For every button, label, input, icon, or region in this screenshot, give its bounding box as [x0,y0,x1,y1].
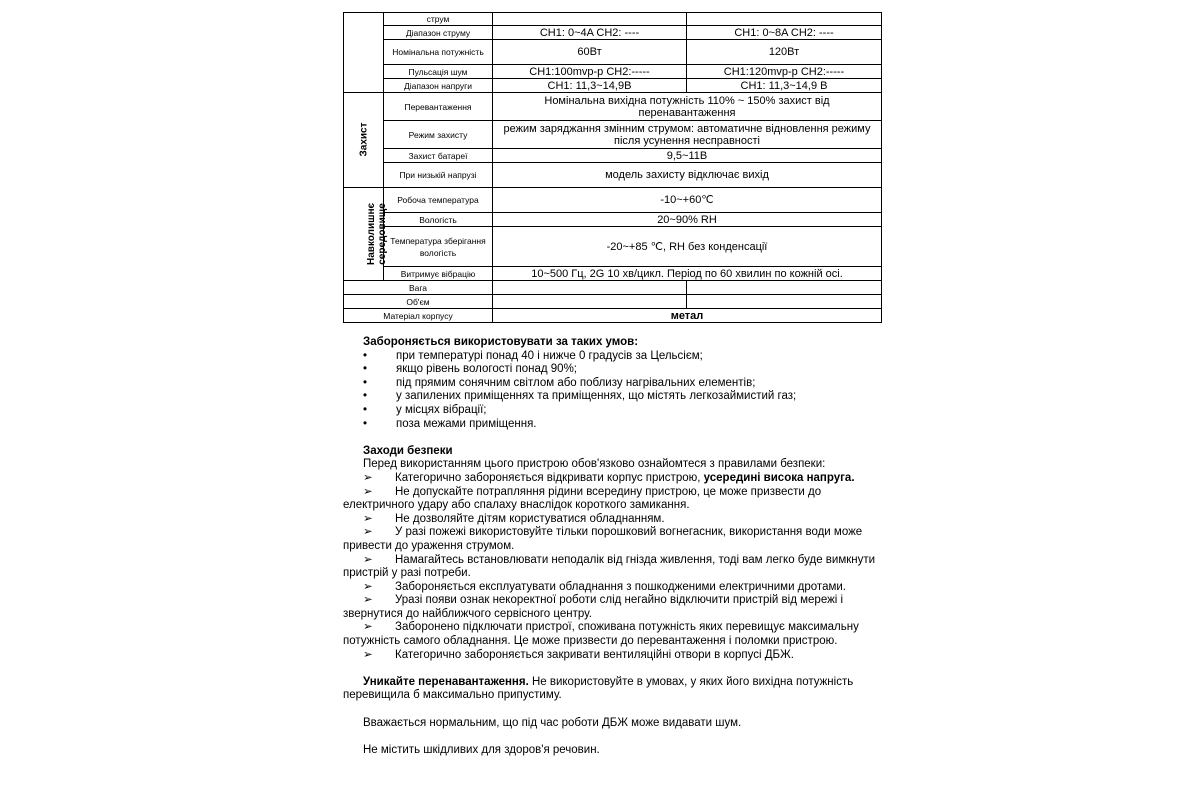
table-row [344,309,882,323]
list-item: ➢ Намагайтесь встановлювати неподалік від гнізда живлення, тоді вам легко буде вимкнути пристрій у разі потреби. [343,553,876,580]
arrow-bullet-icon: ➢ [363,594,373,607]
spec-value: -20~+85 ℃, RH без конденсації [493,227,882,267]
list-item: • під прямим сонячним світлом або поблизу нагрівальних елементів; [343,377,883,391]
spec-value-model1: CH1: 11,3~14,9В [493,79,687,93]
table-row [344,13,882,26]
list-item: ➢ Не дозволяйте дітям користуватися обладнанням. [363,512,665,525]
group-cell-empty [344,13,384,93]
arrow-bullet-icon: ➢ [363,526,373,539]
list-item: ➢ Категорично забороняється відкривати корпус пристрою, усередині висока напруга. [363,471,855,484]
protection-group-label: Захист [358,122,369,157]
spec-value-model2 [687,295,882,309]
spec-label: При низькій напрузі [384,163,493,188]
list-item: • у місцях вібрації; [343,404,883,418]
environment-label-line1: Навколишнє [366,202,378,265]
spec-label: Режим захисту [384,121,493,149]
table-row [344,121,882,149]
spec-label: струм [384,13,493,26]
table-row [344,227,882,267]
spec-value: метал [493,309,882,323]
spec-label: Номінальна потужність [384,40,493,65]
spec-value-model2: CH1:120mvp-p CH2:----- [687,65,882,79]
list-item: • при температурі понад 40 і нижче 0 градусів за Цельсієм; [343,350,883,364]
spec-value-model1 [493,295,687,309]
spec-value-model2: 120Вт [687,40,882,65]
list-item: • у запилених приміщеннях та приміщеннях, що містять легкозаймистий газ; [343,390,883,404]
list-item: ➢ Не допускайте потрапляння рідини всередину пристрою, це може призвести до електричного удару або спалаху внаслідок короткого замикання. [343,485,822,512]
spec-value-model1: CH1:100mvp-p CH2:----- [493,65,687,79]
table-row [344,281,882,295]
spec-value-model1 [493,13,687,26]
spec-label: Захист батареї [384,149,493,163]
overload-paragraph: Уникайте перенавантаження. Не використовуйте в умовах, у яких його вихідна потужність перевищила б максимально припустиму. [343,675,854,702]
table-row [344,163,882,188]
spec-label: Вологість [384,213,493,227]
spec-value-model2: CH1: 0~8A CH2: ---- [687,26,882,40]
spec-value: модель захисту відключає вихід [493,163,882,188]
spec-value-model1: CH1: 0~4A CH2: ---- [493,26,687,40]
table-row [344,188,882,213]
document-page [343,12,883,757]
table-row [344,267,882,281]
list-item: ➢ Забороняється експлуатувати обладнання з пошкодженими електричними дротами. [363,580,846,593]
prohibited-list [343,350,883,432]
spec-label: Перевантаження [384,93,493,121]
spec-label: Робоча температура [384,188,493,213]
table-row [344,40,882,65]
safety-intro: Перед використанням цього пристрою обов'язково ознайомтеся з правилами безпеки: [363,458,826,471]
spec-value-model2: CH1: 11,3~14,9 В [687,79,882,93]
environment-group-label [366,202,388,264]
arrow-bullet-icon: ➢ [363,553,373,566]
arrow-bullet-icon: ➢ [363,648,373,661]
spec-value-model2 [687,13,882,26]
arrow-bullet-icon: ➢ [363,485,373,498]
spec-label: Діапазон напруги [384,79,493,93]
table-row [344,79,882,93]
safety-heading: Заходи безпеки [363,444,453,457]
table-row [344,149,882,163]
table-row [344,213,882,227]
spec-label: Об'єм [344,295,493,309]
list-item: • якщо рівень вологості понад 90%; [343,363,883,377]
table-row [344,295,882,309]
list-item: • поза межами приміщення. [343,418,883,432]
list-item: ➢ У разі пожежі використовуйте тільки порошковий вогнегасник, використання води може привести до ураження струмом. [343,526,863,552]
environment-label-line2: середовище [377,202,389,265]
table-row [344,65,882,79]
body-text [343,336,883,757]
arrow-bullet-icon: ➢ [363,580,373,593]
list-item: ➢ Категорично забороняється закривати вентиляційні отвори в корпусі ДБЖ. [363,648,794,661]
spec-label: Температура зберігання вологість [384,227,493,267]
spec-value: 9,5~11В [493,149,882,163]
spec-value: Номінальна вихідна потужність 110% ~ 150% захист від перенавантаження [493,93,882,121]
spec-label: Діапазон струму [384,26,493,40]
table-row [344,93,882,121]
environment-group-cell [344,188,389,281]
list-item: ➢ Заборонено підключати пристрої, споживана потужність яких перевищує максимальну потужність самого обладнання. Це може призвести до перевантаження і поломки пристрою. [343,621,859,648]
spec-label: Витримує вібрацію [384,267,493,281]
spec-label: Вага [344,281,493,295]
protection-group-cell [344,93,384,188]
arrow-bullet-icon: ➢ [363,471,373,484]
spec-value: 10~500 Гц, 2G 10 хв/цикл. Період по 60 хвилин по кожній осі. [493,267,882,281]
warning-emphasis: усередині висока напруга. [703,471,855,484]
arrow-bullet-icon: ➢ [363,621,373,634]
spec-value-model2 [687,281,882,295]
spec-value: 20~90% RH [493,213,882,227]
spec-label: Матеріал корпусу [344,309,493,323]
spec-label: Пульсація шум [384,65,493,79]
spec-table [343,12,882,323]
spec-value: -10~+60℃ [493,188,882,213]
list-item: ➢ Уразі появи ознак некоректної роботи слід негайно відключити пристрій від мережі і звернутися до найближчого сервісного центру. [343,594,844,620]
table-row [344,26,882,40]
arrow-bullet-icon: ➢ [363,512,373,525]
prohibited-heading: Забороняється використовувати за таких умов: [363,336,639,348]
spec-value: режим заряджання змінним струмом: автоматичне відновлення режиму після усунення несправності [493,121,882,149]
spec-value-model1: 60Вт [493,40,687,65]
safety-list [343,472,883,662]
noise-note: Вважається нормальним, що під час роботи ДБЖ може видавати шум. [363,716,742,729]
harmful-note: Не містить шкідливих для здоров'я речовин. [363,743,600,756]
spec-value-model1 [493,281,687,295]
